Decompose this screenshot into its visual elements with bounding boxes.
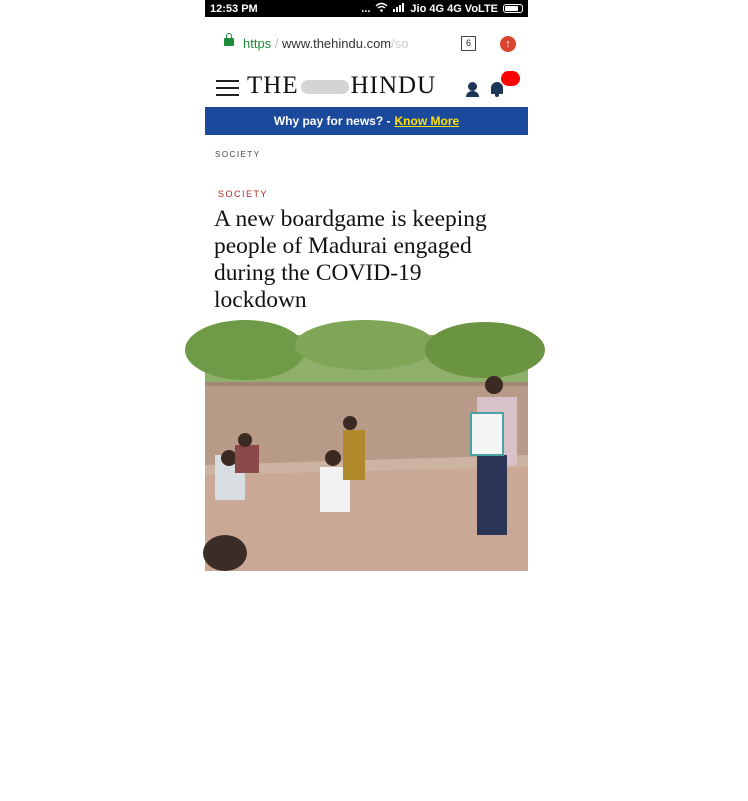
status-time: 12:53 PM	[210, 2, 258, 15]
breadcrumb[interactable]: SOCIETY	[215, 150, 261, 159]
lock-icon	[224, 38, 234, 46]
status-indicators	[361, 2, 523, 15]
wifi-icon	[375, 2, 388, 15]
status-dots: ...	[361, 2, 371, 15]
know-more-link[interactable]: Know More	[394, 114, 460, 128]
article-photo	[205, 335, 528, 796]
user-icon[interactable]	[468, 82, 477, 91]
logo-emblem	[301, 80, 349, 94]
network-label: Jio 4G 4G VoLTE	[410, 2, 498, 15]
status-bar	[205, 0, 528, 17]
phone-screen	[205, 0, 528, 796]
site-header	[205, 68, 528, 106]
logo-hindu: HINDU	[350, 72, 437, 99]
browser-url-bar[interactable]	[205, 26, 528, 62]
section-kicker[interactable]: SOCIETY	[218, 189, 269, 199]
bell-icon[interactable]	[491, 82, 503, 94]
logo-the: THE	[247, 72, 299, 99]
tab-switcher-button[interactable]: 6	[461, 36, 476, 51]
battery-icon	[503, 4, 523, 13]
url-separator: /	[271, 36, 283, 51]
subscription-banner	[205, 107, 528, 135]
site-logo[interactable]	[247, 72, 436, 100]
url-scheme: https	[243, 36, 272, 51]
scroll-to-top-button[interactable]: ⌃	[488, 773, 516, 801]
banner-text: Why pay for news? -	[273, 114, 391, 128]
update-icon[interactable]: ↑	[500, 36, 516, 52]
url-text[interactable]	[243, 36, 409, 51]
url-path: /so	[391, 36, 409, 51]
article-headline: A new boardgame is keeping people of Madurai engaged during the COVID-19 lockdown	[214, 206, 487, 313]
menu-icon[interactable]	[216, 80, 239, 96]
notification-badge	[501, 71, 520, 86]
url-host: www.thehindu.com	[282, 36, 392, 51]
signal-icon	[393, 3, 405, 15]
